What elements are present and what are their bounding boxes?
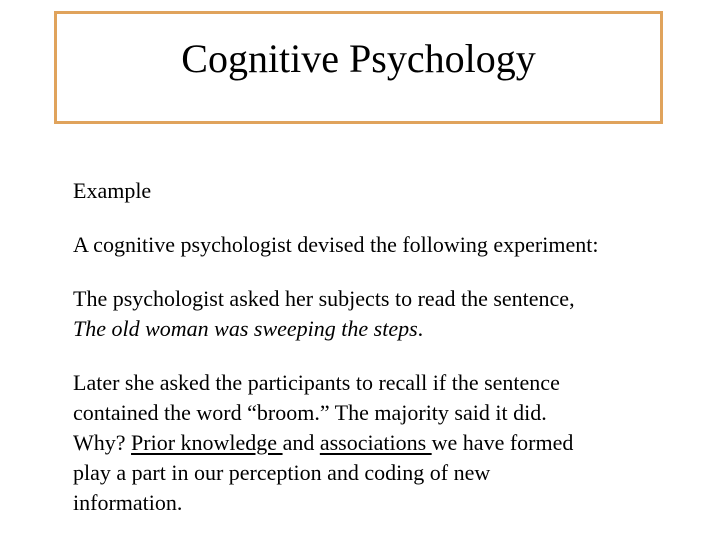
setup-paragraph	[73, 284, 673, 344]
result-line-3	[73, 428, 673, 458]
slide-title: Cognitive Psychology	[181, 36, 536, 81]
example-heading: Example	[73, 178, 152, 203]
title-box	[54, 11, 663, 124]
result-paragraph	[73, 368, 673, 518]
setup-line-2-end: .	[417, 316, 424, 341]
result-line-2: contained the word “broom.” The majority said it did.	[73, 400, 547, 425]
intro-paragraph: A cognitive psychologist devised the following experiment:	[73, 232, 599, 257]
result-line-1: Later she asked the participants to recall if the sentence	[73, 370, 560, 395]
result-line-5: information.	[73, 490, 183, 515]
result-line-3-post: we have formed	[431, 430, 574, 455]
setup-line-1: The psychologist asked her subjects to read the sentence,	[73, 286, 575, 311]
associations-underlined: associations	[319, 430, 432, 455]
example-sentence: The old woman was sweeping the steps	[73, 316, 418, 341]
result-line-4: play a part in our perception and coding of new	[73, 460, 491, 485]
setup-line-2	[73, 314, 673, 344]
result-line-3-mid: and	[282, 430, 320, 455]
result-line-3-pre: Why?	[73, 430, 132, 455]
prior-knowledge-underlined: Prior knowledge	[131, 430, 283, 455]
slide-body	[73, 176, 673, 518]
